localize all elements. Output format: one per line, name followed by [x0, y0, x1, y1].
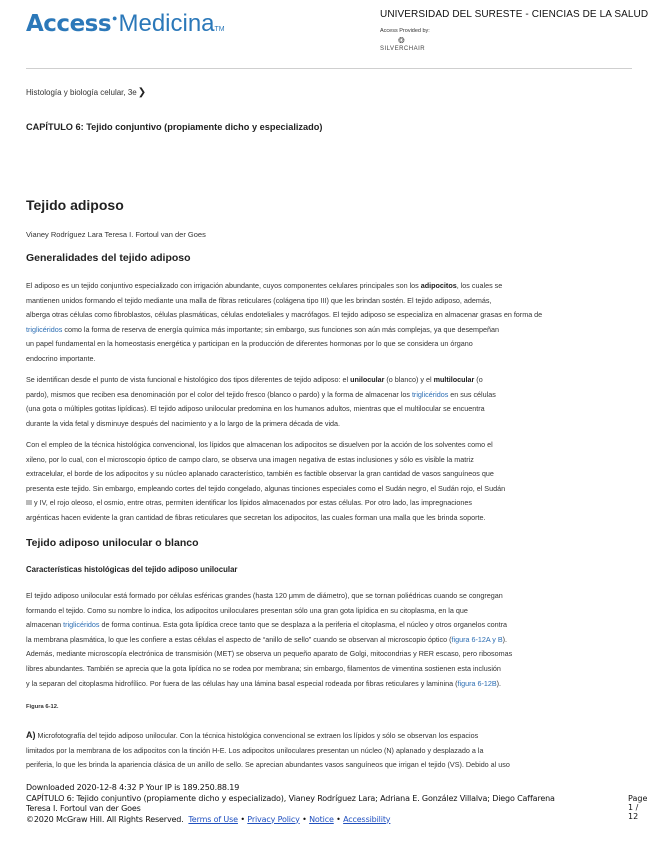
- provided-by-label: Access Provided by:: [380, 28, 430, 34]
- text-line: durante la vida fetal y disminuye después del nacimiento y a lo largo de la primera década de vida.: [26, 418, 341, 428]
- text-line: la membrana plasmática, lo que les confiere a estas células el aspecto de “anillo de sello” cuando se observan al microscopio óptico (figura 6-12A y B).: [26, 634, 508, 644]
- chevron-right-icon: ❯: [137, 87, 147, 98]
- link-trigliceridos[interactable]: triglicéridos: [63, 620, 100, 630]
- text-line: (una gota o múltiples gotitas lipídicas). El tejido adiposo unilocular predomina en los humanos adultos, mientras que el multilocular se encuentra: [26, 404, 485, 414]
- text-line: El adiposo es un tejido conjuntivo especializado con irrigación abundante, cuyos componentes celulares principales son los adipocitos, los cuales se: [26, 281, 503, 290]
- page-number: Page 1 / 12: [628, 793, 648, 821]
- text-line: Con el empleo de la técnica histológica convencional, los lípidos que almacenan los adipocitos se disuelven por la acción de los solventes como el: [26, 440, 493, 449]
- text-line: extracelular, el borde de los adipocitos y su núcleo aplanado característico, también es factible observar la gran cantidad de vasos sanguíneos que: [26, 469, 494, 479]
- copyright-line: [26, 815, 646, 826]
- page-footer: [26, 783, 646, 825]
- logo-access-text: Access: [26, 11, 112, 37]
- text-line: presenta este tejido. Sin embargo, empleando cortes del tejido congelado, algunas tinciones especiales como el Sudán negro, el Sudán rojo, el Sudán: [26, 483, 506, 493]
- text-line: triglicéridos como la forma de reserva de energía química más importante; sin embargo, sus funciones son aún más complejas, ya que desempeñan: [26, 324, 500, 334]
- terms-of-use-link[interactable]: Terms of Use: [188, 814, 238, 824]
- text-line: A) Microfotografía del tejido adiposo unilocular. Con la técnica histológica convencional se extraen los lípidos y sólo se observan los espacios: [26, 730, 479, 740]
- heading-unilocular: Tejido adiposo unilocular o blanco: [26, 537, 199, 549]
- header-divider: [26, 68, 632, 69]
- heading-caracteristicas: Características histológicas del tejido adiposo unilocular: [26, 565, 238, 574]
- separator: •: [333, 814, 344, 824]
- text-line: un papel fundamental en la homeostasis energética y participan en la producción de diferentes hormonas por lo que se considera un órgano: [26, 339, 473, 349]
- logo-dot-icon: ●: [112, 13, 118, 23]
- provider-logo: [380, 36, 460, 58]
- accessmedicina-logo[interactable]: [26, 10, 225, 38]
- breadcrumb[interactable]: [26, 87, 146, 98]
- text-line: alberga otras células como fibroblastos, células plasmáticas, células endoteliales y macrófagos. El tejido adiposo se especializa en almacenar grasas en forma de: [26, 310, 543, 320]
- download-info: Downloaded 2020-12-8 4:32 P Your IP is 189.250.88.19: [26, 783, 240, 792]
- link-figura-6-12b[interactable]: figura 6-12B: [457, 678, 497, 688]
- citation-line: CAPÍTULO 6: Tejido conjuntivo (propiamente dicho y especializado), Vianey Rodríguez Lara; Adriana E. González Villalva; Diego Caffarena: [26, 793, 555, 803]
- notice-link[interactable]: Notice: [309, 814, 334, 824]
- breadcrumb-book[interactable]: Histología y biología celular, 3e: [26, 88, 137, 97]
- text-line: periferia, lo que les brinda la apariencia clásica de un anillo de sello. Se aprecian abundantes vasos sanguíneos que irrigan el tejido (VS). Debido al uso: [26, 760, 510, 770]
- text-line: El tejido adiposo unilocular está formado por células esféricas grandes (hasta 120 μmm de diámetro), que se tornan poliédricas cuando se congregan: [26, 591, 503, 600]
- text-line: Se identifican desde el punto de vista funcional e histológico dos tipos diferentes de tejido adiposo: el unilocular (o blanco) y el multilocular (o: [26, 375, 483, 384]
- link-trigliceridos[interactable]: triglicéridos: [411, 389, 449, 399]
- text-line: almacenan triglicéridos de forma continua. Esta gota lipídica crece tanto que se desplaza a la periferia el citoplasma, el núcleo y otros organelos contra: [26, 620, 508, 630]
- copyright: ©2020 McGraw Hill. All Rights Reserved.: [26, 814, 184, 824]
- logo-medicina-text: Medicina: [118, 10, 215, 37]
- separator: •: [237, 814, 248, 824]
- accessibility-link[interactable]: Accessibility: [343, 814, 391, 824]
- text-line: y la separan del citoplasma hidrofílico. Por fuera de las células hay una lámina basal especial rodeada por fibras reticulares y laminina (figura 6-12B).: [26, 678, 502, 688]
- text-line: mantienen unidos formando el tejido mediante una malla de fibras reticulares (colágena tipo III) que les brindan sostén. El tejido adiposo, además,: [26, 295, 492, 305]
- chapter-title: CAPÍTULO 6: Tejido conjuntivo (propiamente dicho y especializado): [26, 122, 323, 132]
- text-line: xileno, por lo cual, con el microscopio óptico de campo claro, se observa una imagen negativa de estas inclusiones y sólo es visible la matriz: [26, 454, 474, 464]
- provider-emblem-icon: ❂: [398, 36, 405, 45]
- text-line: endocrino importante.: [26, 353, 96, 363]
- link-trigliceridos[interactable]: triglicéridos: [26, 324, 63, 334]
- logo-tm: TM: [214, 26, 225, 33]
- text-line: pardo), mismos que reciben esa denominación por el color del tejido fresco (blanco o pardo) y la forma de almacenar los triglicéridos en sus células: [26, 389, 496, 399]
- page-title: Tejido adiposo: [26, 197, 124, 213]
- provider-name: SILVERCHAIR: [380, 46, 426, 52]
- figure-label: Figura 6-12.: [26, 704, 59, 710]
- separator: •: [299, 814, 310, 824]
- institution-name: UNIVERSIDAD DEL SURESTE - CIENCIAS DE LA SALUD: [380, 9, 649, 20]
- figure-caption: [26, 728, 636, 773]
- paragraph-4: [26, 589, 636, 691]
- paragraph-3: [26, 438, 636, 526]
- privacy-policy-link[interactable]: Privacy Policy: [247, 814, 300, 824]
- text-line: libres abundantes. También se aprecia que la gota lipídica no se rodea por membrana; sin embargo, filamentos de vimentina sostienen esta inclusión: [26, 663, 501, 673]
- site-header: [0, 0, 655, 68]
- text-line: limitados por la membrana de los adipocitos con la tinción H-E. Los adipocitos uniloculares presentan un núcleo (N) aplanado y desplazado a la: [26, 745, 484, 755]
- text-line: formando el tejido. Como su nombre lo indica, los adipocitos uniloculares presentan sólo una gran gota lipídica en su citoplasma, en la que: [26, 605, 468, 615]
- text-line: argénticas hacen evidente la gran cantidad de fibras reticulares que secretan los adipocitos, las cuales forman una malla que les brinda soporte.: [26, 512, 486, 522]
- paragraph-1: [26, 279, 636, 367]
- text-line: Además, mediante microscopía electrónica de transmisión (MET) se observa un pequeño aparato de Golgi, mitocondrias y RER escaso, pero ribosomas: [26, 649, 513, 659]
- citation-line-2: Teresa I. Fortoul van der Goes: [26, 804, 141, 813]
- text-line: III y IV, el rojo oleoso, el osmio, entre otras, permiten identificar los lípidos almacenados por estas células. Por otro lado, las impregnaciones: [26, 498, 472, 508]
- link-figura-6-12ab[interactable]: figura 6-12A y B: [451, 634, 503, 644]
- paragraph-2: [26, 373, 636, 431]
- authors: Vianey Rodríguez Lara Teresa I. Fortoul van der Goes: [26, 230, 206, 239]
- heading-generalidades: Generalidades del tejido adiposo: [26, 252, 191, 264]
